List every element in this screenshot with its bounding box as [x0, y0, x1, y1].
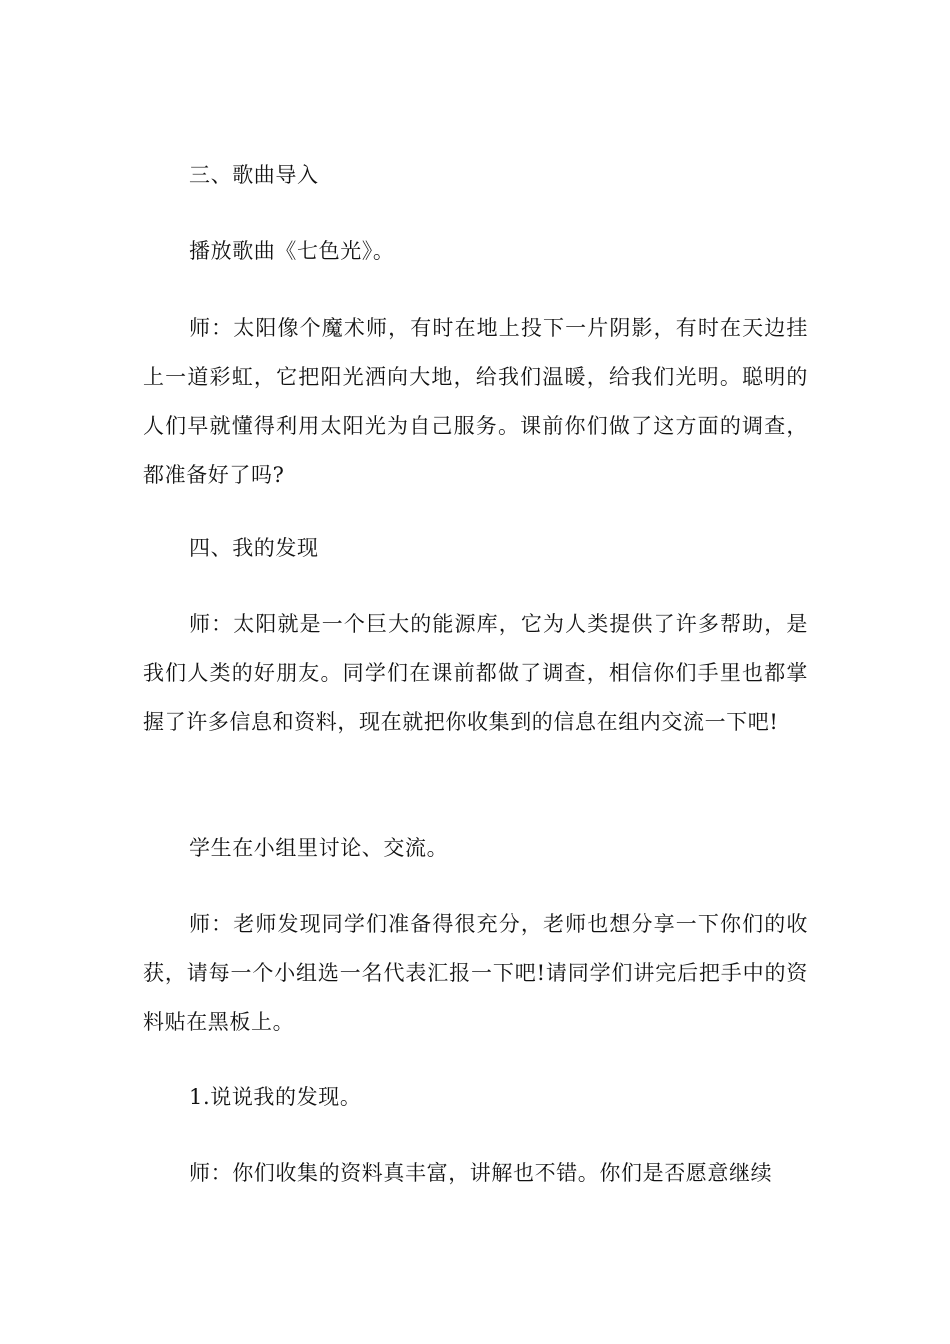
paragraph-item-1: 1.说说我的发现。: [189, 1085, 362, 1109]
section-heading-my-discovery: 四、我的发现: [189, 536, 319, 560]
paragraph-students-discuss: 学生在小组里讨论、交流。: [189, 836, 449, 860]
paragraph-play-song: 播放歌曲《七色光》。: [189, 239, 395, 263]
paragraph-teacher-sun-magician: 师：太阳像个魔术师，有时在地上投下一片阴影，有时在天边挂上一道彩虹，它把阳光洒向大地，给我们温暖，给我们光明。聪明的人们早就懂得利用太阳光为自己服务。课前你们做了这方面的调查，都准备好了吗?: [143, 316, 808, 487]
paragraph-teacher-share: 师：老师发现同学们准备得很充分，老师也想分享一下你们的收获，请每一个小组选一名代表汇报一下吧!请同学们讲完后把手中的资料贴在黑板上。: [143, 912, 808, 1034]
section-heading-song-intro: 三、歌曲导入: [189, 163, 319, 187]
paragraph-teacher-energy-source: 师：太阳就是一个巨大的能源库，它为人类提供了许多帮助，是我们人类的好朋友。同学们在课前都做了调查，相信你们手里也都掌握了许多信息和资料，现在就把你收集到的信息在组内交流一下吧!: [143, 612, 808, 734]
paragraph-teacher-continue: 师：你们收集的资料真丰富，讲解也不错。你们是否愿意继续: [189, 1161, 773, 1185]
